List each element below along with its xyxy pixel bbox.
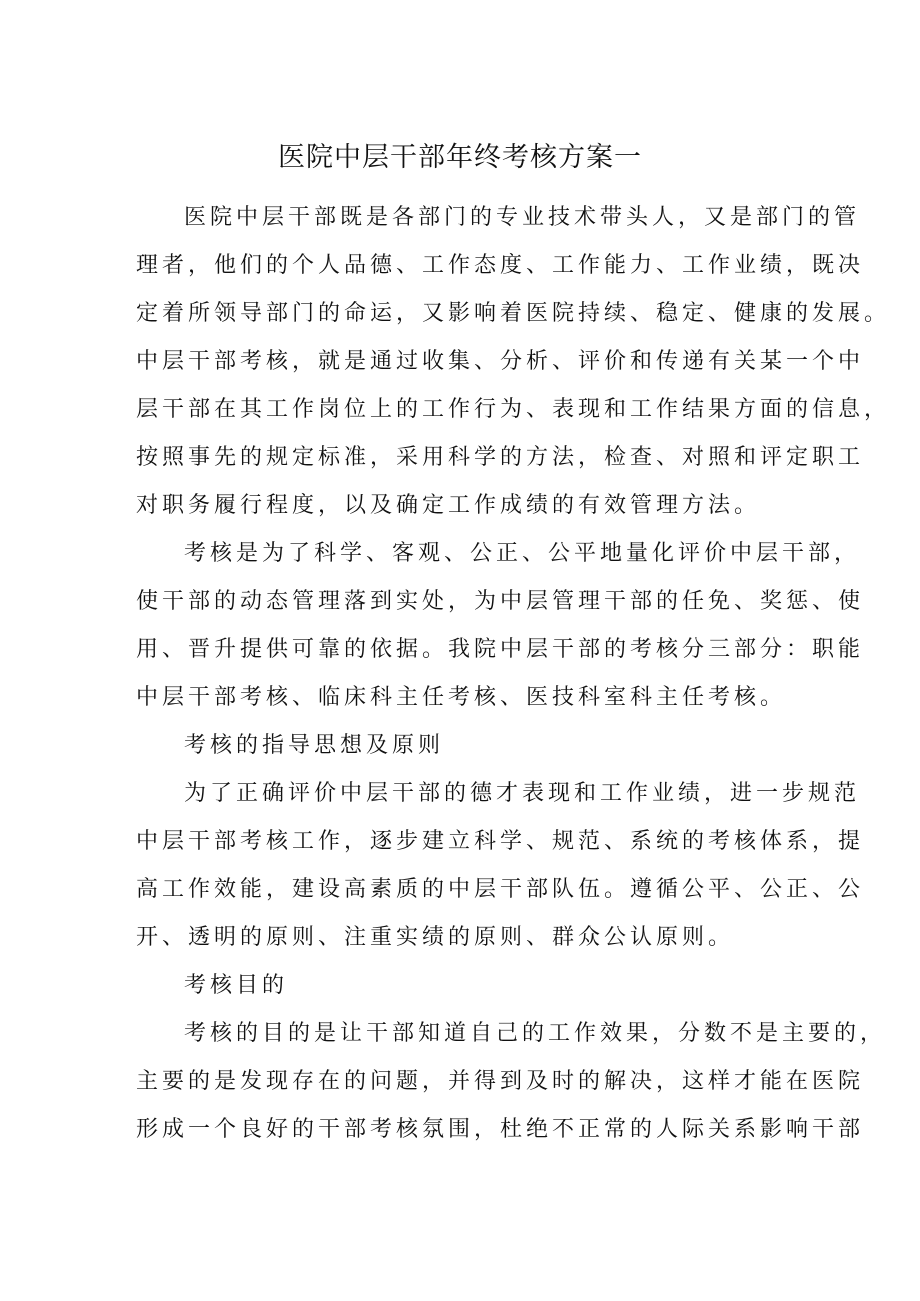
paragraph-line: 考核的目的是让干部知道自己的工作效果，分数不是主要的， [184,1021,887,1046]
paragraph-line: 对职务履行程度，以及确定工作成绩的有效管理方法。 [136,493,761,518]
paragraph-line: 主要的是发现存在的问题，并得到及时的解决，这样才能在医院 [136,1069,865,1094]
section-heading: 考核的指导思想及原则 [184,733,445,758]
paragraph-line: 形成一个良好的干部考核氛围，杜绝不正常的人际关系影响干部 [136,1117,865,1142]
paragraph-line: 开、透明的原则、注重实绩的原则、群众公认原则。 [136,925,735,950]
paragraph-line: 中层干部考核，就是通过收集、分析、评价和传递有关某一个中 [136,349,865,374]
paragraph-line: 医院中层干部既是各部门的专业技术带头人，又是部门的管 [184,205,861,230]
section-heading: 考核目的 [184,973,289,998]
paragraph-line: 中层干部考核、临床科主任考核、医技科室科主任考核。 [136,685,787,710]
paragraph-line: 理者，他们的个人品德、工作态度、工作能力、工作业绩，既决 [136,253,865,278]
paragraph-line: 为了正确评价中层干部的德才表现和工作业绩，进一步规范 [184,781,861,806]
paragraph-line: 使干部的动态管理落到实处，为中层管理干部的任免、奖惩、使 [136,589,865,614]
paragraph-line: 层干部在其工作岗位上的工作行为、表现和工作结果方面的信息， [136,397,891,422]
paragraph-line: 中层干部考核工作，逐步建立科学、规范、系统的考核体系，提 [136,829,865,854]
paragraph-line: 用、晋升提供可靠的依据。我院中层干部的考核分三部分：职能 [136,637,865,662]
paragraph-line: 按照事先的规定标准，采用科学的方法，检查、对照和评定职工 [136,445,865,470]
document-body [136,194,891,1154]
document-title: 医院中层干部年终考核方案一 [278,142,642,173]
paragraph-line: 考核是为了科学、客观、公正、公平地量化评价中层干部， [184,541,861,566]
paragraph-line: 定着所领导部门的命运，又影响着医院持续、稳定、健康的发展。 [136,301,891,326]
paragraph-line: 高工作效能，建设高素质的中层干部队伍。遵循公平、公正、公 [136,877,865,902]
